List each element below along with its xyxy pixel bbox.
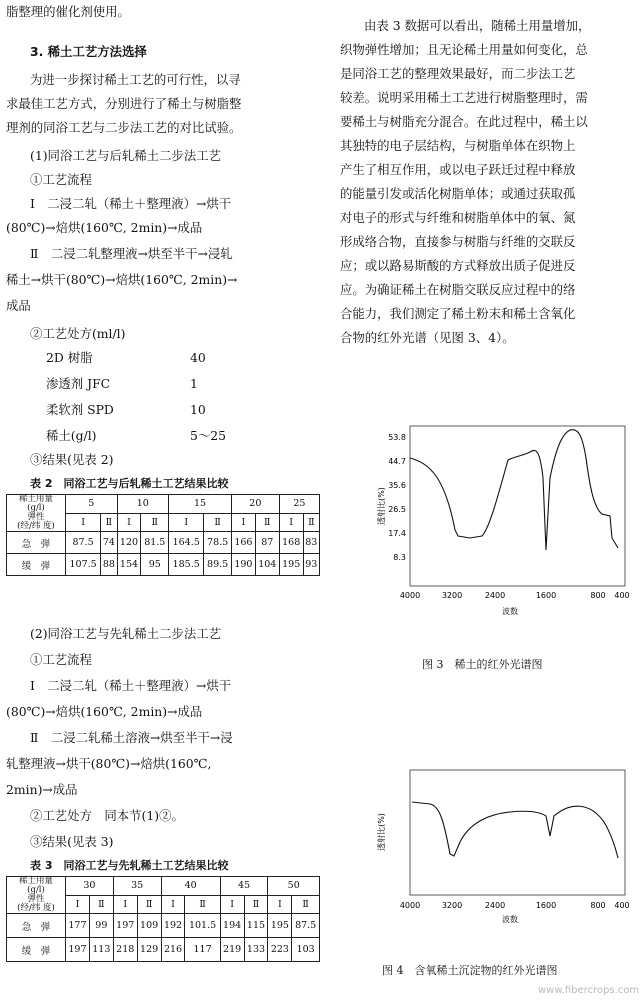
table-cell: 103 [292,938,320,962]
recipe-value: 10 [190,402,206,417]
table-cell: 166 [231,532,255,554]
amount-header: 10 [117,495,169,514]
table-cell: 99 [89,914,113,938]
flow-line: Ⅰ 二浸二轧（稀土＋整理液）→烘干 [30,196,232,211]
table-cell: 120 [117,532,141,554]
process-cell: Ⅱ [137,895,161,914]
table-cell: 107.5 [66,554,101,576]
paragraph-line: 由表 3 数据可以看出，随稀土用量增加， [364,18,591,33]
y-tick-label: 8.3 [393,553,406,562]
paragraph-line: 对电子的形式与纤维和树脂单体中的氧、氮 [340,210,576,225]
amount-header: 30 [66,877,114,896]
row-label: 急 弹 [7,914,66,938]
y-tick-label: 35.6 [388,481,406,490]
table-cell: 104 [255,554,279,576]
process-cell: Ⅱ [204,513,232,532]
row-label: 缓 弹 [7,554,66,576]
flow-line: Ⅱ 二浸二轧稀土溶液→烘至半干→浸 [30,730,233,745]
intro-line: 为进一步探讨稀土工艺的可行性，以寻 [30,72,241,87]
x-tick-label: 400 [614,901,630,910]
x-tick-label: 1600 [535,901,557,910]
process-cell: Ⅰ [117,513,141,532]
process-cell: Ⅰ [66,895,90,914]
process-cell: Ⅱ [185,895,220,914]
table-cell: 101.5 [185,914,220,938]
table-2 [6,494,320,576]
table-cell: 195 [279,554,303,576]
flow-line: 轧整理液→烘干(80℃)→焙烘(160℃, [6,756,212,771]
table-cell: 87.5 [292,914,320,938]
watermark: www.fibercrops.com [538,985,640,996]
recipe-value: 1 [190,376,198,391]
section-title: 3. 稀土工艺方法选择 [30,44,147,59]
table-cell: 194 [220,914,244,938]
table-cell: 93 [303,554,319,576]
table-cell: 129 [137,938,161,962]
table-cell: 74 [101,532,117,554]
flow-line: 2min)→成品 [6,782,78,797]
y-tick-label: 44.7 [388,457,406,466]
spectrum-curve [412,802,618,858]
table2-caption: 表 2 同浴工艺与后轧稀土工艺结果比较 [30,477,229,490]
process-cell: Ⅰ [279,513,303,532]
table-cell: 83 [303,532,319,554]
process-cell: Ⅱ [101,513,117,532]
x-tick-label: 1600 [535,591,557,600]
paragraph-line: 合能力，我们测定了稀土粉末和稀土含氧化 [340,306,576,321]
process-cell: Ⅰ [268,895,292,914]
process-cell: Ⅱ [292,895,320,914]
table-cell: 81.5 [141,532,169,554]
table-cell: 218 [113,938,137,962]
process-cell: Ⅰ [113,895,137,914]
amount-header: 5 [66,495,118,514]
y-axis-label: 透射比(%) [377,487,386,525]
subsection-1-title: (1)同浴工艺与后轧稀土二步法工艺 [30,148,222,163]
table-cell: 87 [255,532,279,554]
table3-caption: 表 3 同浴工艺与先轧稀土工艺结果比较 [30,859,229,872]
process-cell: Ⅱ [141,513,169,532]
paragraph-line: 其独特的电子层结构，与树脂单体在织物上 [340,138,576,153]
recipe-value: 40 [190,350,206,365]
figure-3-caption: 图 3 稀土的红外光谱图 [422,658,543,671]
table-cell: 195 [268,914,292,938]
top-line: 脂整理的催化剂使用。 [6,4,130,19]
process-cell: Ⅱ [89,895,113,914]
table-cell: 164.5 [169,532,204,554]
paragraph-line: 要稀土与树脂充分混合。在此过程中，稀土以 [340,114,588,129]
flow-line: Ⅱ 二浸二轧整理液→烘至半干→浸轧 [30,246,233,261]
process-cell: Ⅰ [66,513,101,532]
x-tick-label: 800 [590,591,606,600]
amount-header: 20 [231,495,279,514]
paragraph-line: 应。为确证稀土在树脂交联反应过程中的络 [340,282,576,297]
table-corner-cell: 稀土用量 (g/l) 弹性 (经/纬 度) [7,877,66,914]
paragraph-line: 的能量引发或活化树脂单体；或通过获取孤 [340,186,576,201]
paragraph-line: 合物的红外光谱（见图 3、4）。 [340,330,515,345]
recipe-name: 渗透剂 JFC [46,376,111,391]
amount-header: 45 [220,877,268,896]
recipe-name: 柔软剂 SPD [46,402,114,417]
x-tick-label: 2400 [484,901,506,910]
table-cell: 113 [89,938,113,962]
x-axis-label: 波数 [502,607,518,616]
table-cell: 177 [66,914,90,938]
y-axis-label: 透射比(%) [377,813,386,851]
x-tick-label: 400 [614,591,630,600]
table-cell: 168 [279,532,303,554]
x-tick-label: 4000 [399,901,421,910]
table-cell: 88 [101,554,117,576]
paragraph-line: 较差。说明采用稀土工艺进行树脂整理时，需 [340,90,588,105]
flow-line: (80℃)→焙烘(160℃, 2min)→成品 [6,220,203,235]
process-cell: Ⅱ [303,513,319,532]
plot-frame [410,770,625,895]
x-tick-label: 2400 [484,591,506,600]
subsection-2-title: (2)同浴工艺与先轧稀土二步法工艺 [30,626,222,641]
result-1: ③结果(见表 2) [30,452,114,467]
table-cell: 154 [117,554,141,576]
recipe-name: 2D 树脂 [46,350,93,365]
amount-header: 50 [268,877,320,896]
process-cell: Ⅱ [244,895,268,914]
table-cell: 109 [137,914,161,938]
row-label: 急 弹 [7,532,66,554]
table-cell: 190 [231,554,255,576]
amount-header: 35 [113,877,161,896]
recipe-2: ②工艺处方 同本节(1)②。 [30,808,184,823]
process-cell: Ⅰ [220,895,244,914]
paragraph-line: 应；或以路易斯酸的方式释放出质子促进反 [340,258,576,273]
table-cell: 219 [220,938,244,962]
paragraph-line: 织物弹性增加；且无论稀土用量如何变化，总 [340,42,588,57]
row-label: 缓 弹 [7,938,66,962]
flow-line: 稀土→烘干(80℃)→焙烘(160℃, 2min)→ [6,272,238,287]
result-2: ③结果(见表 3) [30,834,114,849]
table-corner-cell: 稀土用量 (g/l) 弹性 (经/纬 度) [7,495,66,532]
flow-title: ①工艺流程 [30,172,92,187]
process-cell: Ⅰ [231,513,255,532]
y-tick-label: 53.8 [388,433,406,442]
x-axis-label: 波数 [502,915,518,924]
figure-3-ir-spectrum [370,418,640,618]
table-cell: 185.5 [169,554,204,576]
x-tick-label: 3200 [441,901,463,910]
table-cell: 223 [268,938,292,962]
table-3 [6,876,320,962]
table-cell: 78.5 [204,532,232,554]
amount-header: 40 [161,877,220,896]
table-cell: 192 [161,914,185,938]
table-cell: 115 [244,914,268,938]
table-cell: 197 [113,914,137,938]
process-cell: Ⅰ [169,513,204,532]
spectrum-curve [410,430,618,550]
x-tick-label: 800 [590,901,606,910]
figure-4-ir-spectrum [370,762,640,927]
amount-header: 25 [279,495,319,514]
process-cell: Ⅰ [161,895,185,914]
table-cell: 95 [141,554,169,576]
table-cell: 216 [161,938,185,962]
flow-line: 成品 [6,298,31,313]
intro-line: 理剂的同浴工艺与二步法工艺的对比试验。 [6,120,242,135]
table-cell: 197 [66,938,90,962]
intro-line: 求最佳工艺方式，分别进行了稀土与树脂整 [6,96,242,111]
table-cell: 87.5 [66,532,101,554]
recipe-title: ②工艺处方(ml/l) [30,326,126,341]
recipe-value: 5～25 [190,428,227,443]
paragraph-line: 产生了相互作用，或以电子跃迁过程中释放 [340,162,576,177]
x-tick-label: 3200 [441,591,463,600]
x-tick-label: 4000 [399,591,421,600]
table-cell: 133 [244,938,268,962]
y-tick-label: 17.4 [388,529,406,538]
table-cell: 117 [185,938,220,962]
plot-frame [410,426,625,586]
flow-line: Ⅰ 二浸二轧（稀土＋整理液）→烘干 [30,678,232,693]
recipe-name: 稀土(g/l) [46,428,97,443]
amount-header: 15 [169,495,232,514]
y-tick-label: 26.5 [388,505,406,514]
process-cell: Ⅱ [255,513,279,532]
table-cell: 89.5 [204,554,232,576]
figure-4-caption: 图 4 含氧稀土沉淀物的红外光谱图 [382,964,558,977]
flow-title: ①工艺流程 [30,652,92,667]
flow-line: (80℃)→焙烘(160℃, 2min)→成品 [6,704,203,719]
paragraph-line: 形成络合物，直接参与树脂与纤维的交联反 [340,234,576,249]
paragraph-line: 是同浴工艺的整理效果最好，而二步法工艺 [340,66,576,81]
